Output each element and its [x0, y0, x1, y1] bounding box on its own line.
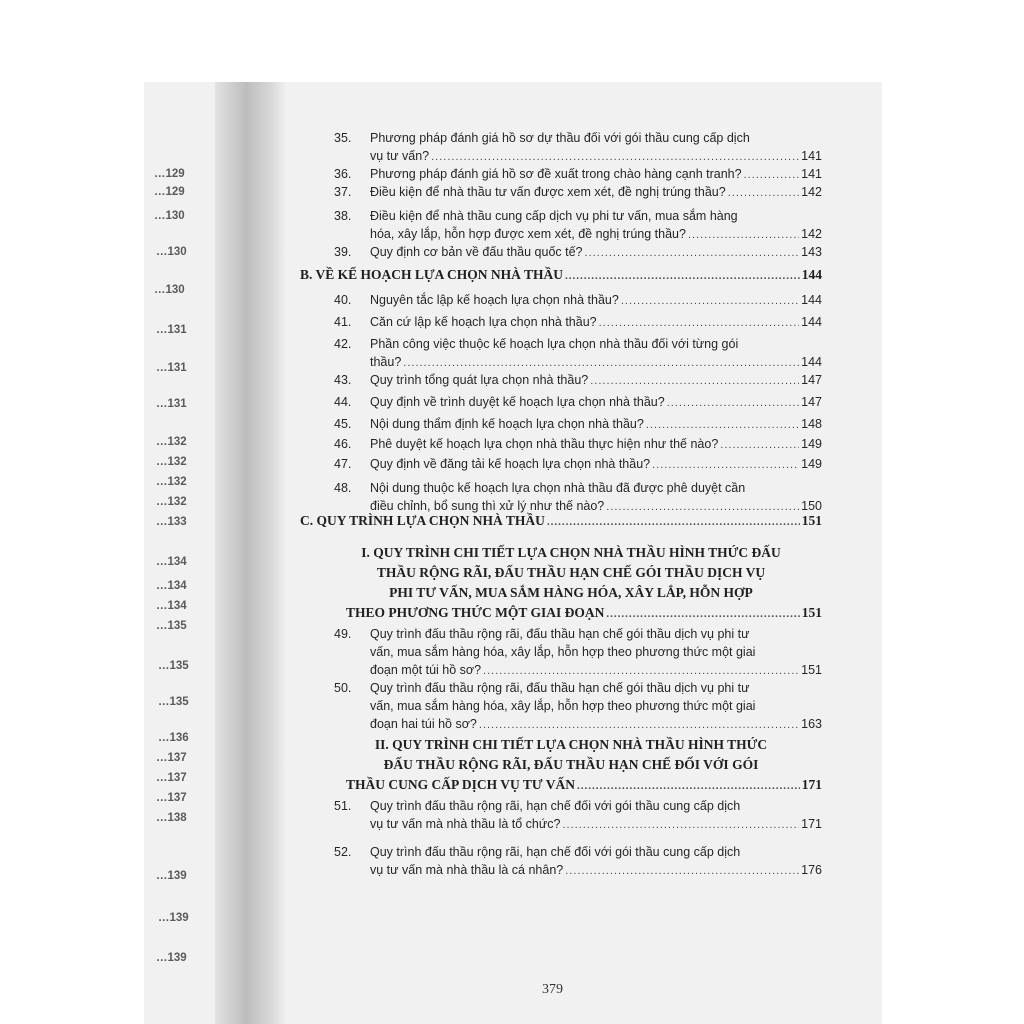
- toc-entry-text: Nguyên tắc lập kế hoạch lựa chọn nhà thầu?: [370, 293, 619, 307]
- margin-page-number: …132: [156, 496, 187, 508]
- margin-page-number: …135: [158, 660, 189, 672]
- subsection-title-line: II. QUY TRÌNH CHI TIẾT LỰA CHỌN NHÀ THẦU HÌNH THỨC: [374, 737, 768, 752]
- toc-entry-number: 48.: [334, 481, 352, 495]
- toc-entry-text: Quy trình đấu thầu rộng rãi, hạn chế đối với gói thầu cung cấp dịch: [370, 799, 741, 813]
- toc-entry-number: 44.: [334, 395, 352, 409]
- toc-entry-text: Phương pháp đánh giá hồ sơ dự thầu đối với gói thầu cung cấp dịch: [370, 131, 750, 145]
- section-title: C. QUY TRÌNH LỰA CHỌN NHÀ THẦU: [300, 513, 545, 528]
- toc-entry-text: đoạn hai túi hồ sơ?: [370, 717, 477, 731]
- subsection-title-line: THẦU CUNG CẤP DỊCH VỤ TƯ VẤN: [346, 777, 576, 792]
- toc-entry-number: 46.: [334, 437, 352, 451]
- toc-subsection-heading[interactable]: [320, 543, 822, 623]
- toc-page-number: 144: [801, 293, 822, 307]
- margin-page-number: …132: [156, 436, 187, 448]
- margin-page-number: …130: [154, 284, 185, 296]
- toc-entry[interactable]: [334, 479, 822, 515]
- toc-entry-text: Quy định cơ bản về đấu thầu quốc tế?: [370, 245, 583, 259]
- margin-page-number: …135: [156, 620, 187, 632]
- toc-page-number: 150: [801, 499, 822, 513]
- toc-entry-number: 41.: [334, 315, 352, 329]
- leader-dots: [606, 604, 799, 624]
- section-title: B. VỀ KẾ HOẠCH LỰA CHỌN NHÀ THẦU: [300, 267, 564, 282]
- toc-entry[interactable]: [334, 625, 822, 679]
- toc-page-number: 144: [801, 267, 822, 282]
- leader-dots: [577, 776, 800, 796]
- leader-dots: [621, 292, 799, 310]
- subsection-title-line: ĐẤU THẦU RỘNG RÃI, ĐẤU THẦU HẠN CHẾ ĐỐI VỚI GÓI: [383, 757, 759, 772]
- toc-page-number: 142: [801, 185, 822, 199]
- margin-page-number: …139: [156, 870, 187, 882]
- book-gutter-shadow: [215, 82, 285, 1024]
- toc-entry-text: Phương pháp đánh giá hồ sơ đề xuất trong chào hàng cạnh tranh?: [370, 167, 742, 181]
- leader-dots: [585, 244, 800, 262]
- toc-entry-number: 35.: [334, 131, 352, 145]
- leader-dots: [403, 354, 799, 372]
- margin-page-number: …133: [156, 516, 187, 528]
- toc-entry-text: đoạn một túi hồ sơ?: [370, 663, 482, 677]
- toc-entry[interactable]: [334, 129, 822, 165]
- toc-entry[interactable]: [334, 243, 822, 261]
- leader-dots: [547, 516, 800, 528]
- toc-entry[interactable]: [334, 679, 822, 733]
- leader-dots: [483, 662, 799, 680]
- toc-entry-number: 52.: [334, 845, 352, 859]
- toc-entry-text: Nội dung thẩm định kế hoạch lựa chọn nhà thầu?: [370, 417, 644, 431]
- toc-entry-text: vụ tư vấn mà nhà thầu là tổ chức?: [370, 817, 561, 831]
- toc-entry-number: 47.: [334, 457, 352, 471]
- toc-page-number: 151: [801, 663, 822, 677]
- toc-entry-text: vụ tư vấn mà nhà thầu là cá nhân?: [370, 863, 564, 877]
- toc-entry-number: 50.: [334, 681, 352, 695]
- toc-section-heading[interactable]: [300, 513, 822, 531]
- toc-entry-text: Quy trình đấu thầu rộng rãi, đấu thầu hạn chế gói thầu dịch vụ phi tư: [370, 627, 750, 641]
- margin-page-number: …135: [158, 696, 189, 708]
- toc-page-number: 171: [801, 817, 822, 831]
- toc-entry-text: thầu?: [370, 355, 402, 369]
- margin-page-number: …131: [156, 324, 187, 336]
- toc-entry[interactable]: [334, 393, 822, 411]
- leader-dots: [646, 416, 799, 434]
- toc-entry-number: 42.: [334, 337, 352, 351]
- toc-entry[interactable]: [334, 371, 822, 389]
- toc-entry-number: 38.: [334, 209, 352, 223]
- toc-page-number: 148: [801, 417, 822, 431]
- toc-entry-number: 39.: [334, 245, 352, 259]
- leader-dots: [652, 456, 799, 474]
- toc-entry-text: Điều kiện để nhà thầu cung cấp dịch vụ phi tư vấn, mua sắm hàng: [370, 209, 738, 223]
- toc-section-heading[interactable]: [300, 267, 822, 285]
- toc-entry-text: Phê duyệt kế hoạch lựa chọn nhà thầu thực hiện như thế nào?: [370, 437, 719, 451]
- toc-entry-text: Quy trình đấu thầu rộng rãi, hạn chế đối với gói thầu cung cấp dịch: [370, 845, 741, 859]
- margin-page-number: …134: [156, 600, 187, 612]
- margin-page-number: …130: [156, 246, 187, 258]
- toc-entry[interactable]: [334, 843, 822, 879]
- leader-dots: [688, 226, 799, 244]
- leader-dots: [431, 148, 799, 166]
- leader-dots: [667, 394, 799, 412]
- toc-entry[interactable]: [334, 183, 822, 201]
- toc-entry-text: Quy định về đăng tải kế hoạch lựa chọn nhà thầu?: [370, 457, 651, 471]
- toc-entry-text: vụ tư vấn?: [370, 149, 430, 163]
- toc-page-number: 142: [801, 227, 822, 241]
- toc-page-number: 144: [801, 355, 822, 369]
- margin-page-number: …130: [154, 210, 185, 222]
- toc-entry-text: Nội dung thuộc kế hoạch lựa chọn nhà thầu đã được phê duyệt cần: [370, 481, 746, 495]
- leader-dots: [728, 184, 799, 202]
- toc-entry-text: Quy trình đấu thầu rộng rãi, đấu thầu hạn chế gói thầu dịch vụ phi tư: [370, 681, 750, 695]
- subsection-title-line: THẦU RỘNG RÃI, ĐẤU THẦU HẠN CHẾ GÓI THẦU DỊCH VỤ: [376, 565, 766, 580]
- margin-page-number: …129: [154, 186, 185, 198]
- toc-entry[interactable]: [334, 455, 822, 473]
- margin-page-number: …131: [156, 398, 187, 410]
- leader-dots: [565, 862, 799, 880]
- margin-page-number: …134: [156, 580, 187, 592]
- toc-entry-number: 40.: [334, 293, 352, 307]
- toc-entry[interactable]: [334, 291, 822, 309]
- leader-dots: [720, 436, 799, 454]
- leader-dots: [744, 166, 800, 184]
- toc-entry-text: Phần công việc thuộc kế hoạch lựa chọn nhà thầu đối với từng gói: [370, 337, 739, 351]
- margin-page-number: …131: [156, 362, 187, 374]
- toc-entry-number: 43.: [334, 373, 352, 387]
- toc-entry-number: 51.: [334, 799, 352, 813]
- toc-entry[interactable]: [334, 335, 822, 371]
- toc-page-number: 171: [801, 777, 822, 792]
- margin-page-number: …132: [156, 456, 187, 468]
- toc-page-number: 151: [801, 513, 822, 528]
- subsection-title-line: THEO PHƯƠNG THỨC MỘT GIAI ĐOẠN: [346, 605, 605, 620]
- toc-page-number: 143: [801, 245, 822, 259]
- toc-page-number: 147: [801, 373, 822, 387]
- toc-entry[interactable]: [334, 415, 822, 433]
- toc-page-number: 144: [801, 315, 822, 329]
- toc-entry-text: hóa, xây lắp, hỗn hợp được xem xét, đề nghị trúng thầu?: [370, 227, 686, 241]
- page-number: 379: [542, 982, 563, 997]
- leader-dots: [565, 270, 800, 282]
- toc-entry-text: vấn, mua sắm hàng hóa, xây lắp, hỗn hợp theo phương thức một giai: [370, 645, 756, 659]
- toc-entry-text: Quy trình tổng quát lựa chọn nhà thầu?: [370, 373, 589, 387]
- subsection-title-line: I. QUY TRÌNH CHI TIẾT LỰA CHỌN NHÀ THẦU HÌNH THỨC ĐẤU: [361, 545, 781, 560]
- margin-page-number: …129: [154, 168, 185, 180]
- toc-entry-text: vấn, mua sắm hàng hóa, xây lắp, hỗn hợp theo phương thức một giai: [370, 699, 756, 713]
- margin-page-number: …139: [156, 952, 187, 964]
- leader-dots: [562, 816, 799, 834]
- toc-page-number: 151: [801, 605, 822, 620]
- toc-entry[interactable]: [334, 207, 822, 243]
- leader-dots: [599, 314, 800, 332]
- margin-page-number: …138: [156, 812, 187, 824]
- margin-page-number: …139: [158, 912, 189, 924]
- toc-page-number: 147: [801, 395, 822, 409]
- margin-page-number: …132: [156, 476, 187, 488]
- leader-dots: [479, 716, 799, 734]
- margin-page-number: …137: [156, 752, 187, 764]
- toc-page-number: 149: [801, 457, 822, 471]
- subsection-title-line: PHI TƯ VẤN, MUA SẮM HÀNG HÓA, XÂY LẮP, HỖN HỢP: [389, 585, 753, 600]
- toc-entry-text: điều chỉnh, bổ sung thì xử lý như thế nào?: [370, 499, 605, 513]
- toc-entry[interactable]: [334, 313, 822, 331]
- toc-entry[interactable]: [334, 435, 822, 453]
- margin-page-number: …136: [158, 732, 189, 744]
- toc-entry-number: 37.: [334, 185, 352, 199]
- toc-page-number: 141: [801, 149, 822, 163]
- margin-page-number: …134: [156, 556, 187, 568]
- margin-page-number: …137: [156, 792, 187, 804]
- toc-page-number: 163: [801, 717, 822, 731]
- toc-entry-number: 36.: [334, 167, 352, 181]
- toc-page-number: 149: [801, 437, 822, 451]
- previous-page-margin: [144, 82, 204, 1024]
- toc-entry[interactable]: [334, 797, 822, 833]
- toc-entry-text: Quy định về trình duyệt kế hoạch lựa chọn nhà thầu?: [370, 395, 665, 409]
- toc-entry-number: 49.: [334, 627, 352, 641]
- toc-page-number: 141: [801, 167, 822, 181]
- leader-dots: [590, 372, 799, 390]
- toc-entry-number: 45.: [334, 417, 352, 431]
- margin-page-number: …137: [156, 772, 187, 784]
- toc-entry-text: Căn cứ lập kế hoạch lựa chọn nhà thầu?: [370, 315, 597, 329]
- toc-entry-text: Điều kiện để nhà thầu tư vấn được xem xét, đề nghị trúng thầu?: [370, 185, 726, 199]
- toc-page-number: 176: [801, 863, 822, 877]
- toc-entry[interactable]: [334, 165, 822, 183]
- toc-subsection-heading[interactable]: [320, 735, 822, 795]
